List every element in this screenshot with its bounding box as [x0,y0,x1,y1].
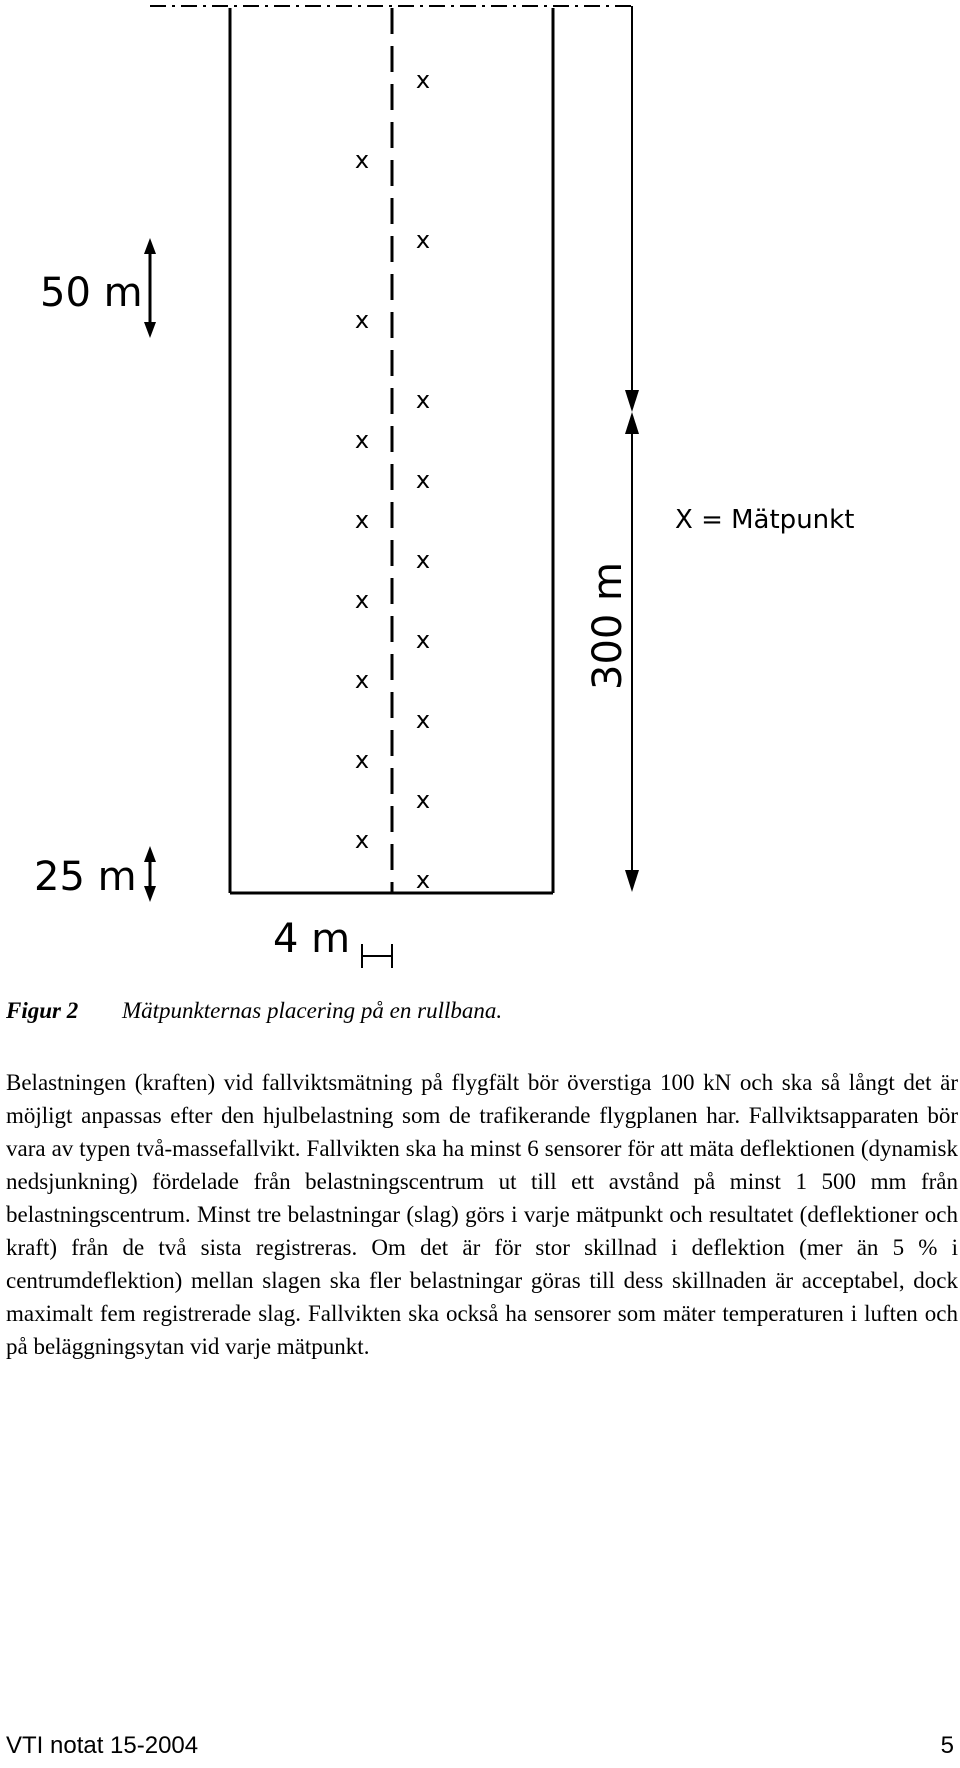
measurement-point: x [415,466,431,494]
footer-report-id: VTI notat 15-2004 [6,1732,199,1759]
measurement-point: x [354,826,370,854]
body-paragraph: Belastningen (kraften) vid fallviktsmätning på flygfält bör överstiga 100 kN och ska så långt det är möjligt anpassas efter den hjulbelastning som de trafikerande flygplanen har. Fallviktsapparaten bör vara av typen två-massefallvikt. Fallvikten ska ha minst 6 sensorer för att mäta deflektionen (dynamisk nedsjunkning) fördelade från belastningscentrum ut till ett avstånd på minst 1 500 mm från belastningscentrum. Minst tre belastningar (slag) görs i varje mätpunkt och resultatet (deflektioner och kraft) från de två sista registreras. Om det är för stor skillnad i deflektion (mer än 5 % i centrumdeflektion) mellan slagen ska fler belastningar göras till dess skillnaden är acceptabel, dock maximalt fem registrerade slag. Fallvikten ska också ha sensorer som mäter temperaturen i luften och på beläggningsytan vid varje mätpunkt. [6,1070,958,1359]
interval-25m-label: 25 m [34,854,137,900]
width-4m-dimension [273,916,392,968]
measurement-point: x [354,426,370,454]
measurement-point: x [354,506,370,534]
measurement-point: x [354,306,370,334]
measurement-point: x [415,706,431,734]
length-300m-dimension [585,6,639,892]
measurement-point: x [354,666,370,694]
width-4m-label: 4 m [273,916,351,962]
measurement-point: x [415,626,431,654]
measurement-point: x [415,386,431,414]
measurement-point: x [415,226,431,254]
interval-25m-dimension [34,846,156,902]
measurement-point: x [415,66,431,94]
measurement-point: x [354,586,370,614]
legend-text: X = Mätpunkt [675,505,855,535]
caption-label: Figur 2 [6,998,79,1023]
caption-text: Mätpunkternas placering på en rullbana. [122,998,503,1023]
measurement-points-left [355,146,369,854]
measurement-point: x [354,746,370,774]
measurement-points-right [416,66,430,894]
page-number: 5 [940,1732,954,1759]
interval-50m-dimension [40,238,156,338]
measurement-point: x [415,786,431,814]
figure-caption [6,998,946,1024]
length-300m-label: 300 m [585,561,631,690]
measurement-point: x [415,866,431,894]
measurement-point: x [415,546,431,574]
interval-50m-label: 50 m [40,270,143,316]
measurement-point: x [354,146,370,174]
